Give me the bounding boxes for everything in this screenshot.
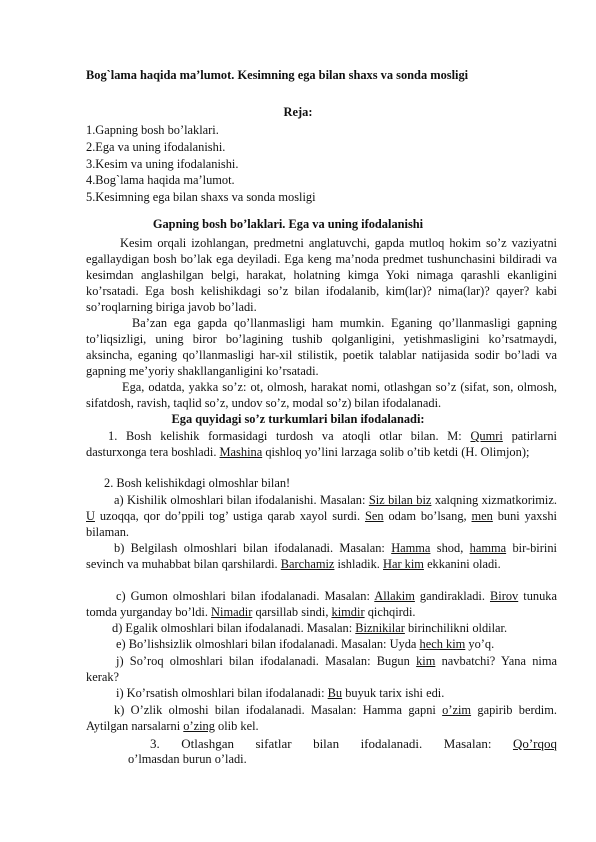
- plan-heading: Reja:: [283, 105, 313, 119]
- list-item: d) Egalik olmoshlari bilan ifodalanadi. Masalan: Biznikilar birinchilikni oldilar.: [112, 621, 508, 635]
- list-item: j) So’roq olmoshlari bilan ifodalanadi. Masalan: Bugun kim navbatchi? Yana nima kerak?: [86, 654, 557, 684]
- paragraph: Ba’zan ega gapda qo’llanmasligi ham mumkin. Eganing qo’llanmasligi gapning to’liqsizligi, uning biror bo’lagining tushib qolganligini, yetishmasligini ko’rsatmaydi, aksincha, eganing qo’llanmasligi har-xil stilistik, poetik talablar natijasida sodir bo’ladi va gapning me’yoriy shakllanganligini ko’rsatadi.: [86, 316, 557, 378]
- paragraph: Ega, odatda, yakka so’z: ot, olmosh, harakat nomi, otlashgan so’z (sifat, son, olmosh, sifatdosh, ravish, taqlid so’z, undov so’z, modal so’z) bilan ifodalanadi.: [86, 380, 557, 410]
- plan-item: 4.Bog`lama haqida ma’lumot.: [86, 173, 235, 187]
- plan-item: 1.Gapning bosh bo’laklari.: [86, 123, 219, 137]
- document-title: Bog`lama haqida ma’lumot. Kesimning ega bilan shaxs va sonda mosligi: [86, 68, 469, 82]
- plan-item: 5.Kesimning ega bilan shaxs va sonda mosligi: [86, 190, 316, 204]
- list-item: k) O’zlik olmoshi bilan ifodalanadi. Masalan: Hamma gapni o’zim gapirib berdim. Aytilgan narsalarni o’zing olib kel.: [86, 703, 557, 733]
- list-item: e) Bo’lishsizlik olmoshlari bilan ifodalanadi. Masalan: Uyda hech kim yo’q.: [116, 637, 495, 651]
- plan-item: 2.Ega va uning ifodalanishi.: [86, 140, 226, 154]
- list-item: i) Ko’rsatish olmoshlari bilan ifodalanadi: Bu buyuk tarix ishi edi.: [116, 686, 445, 700]
- section-heading: Ega quyidagi so’z turkumlari bilan ifodalanadi:: [171, 412, 425, 426]
- list-item: 3. Otlashgan sifatlar bilan ifodalanadi. Masalan: Qo’rqoq: [150, 736, 558, 751]
- list-item-continuation: o’lmasdan burun o’ladi.: [128, 752, 247, 766]
- list-item: c) Gumon olmoshlari bilan ifodalanadi. Masalan: Allakim gandirakladi. Birov tunuka tomda yurganday bo’ldi. Nimadir qarsillab sindi, kimdir qichqirdi.: [86, 589, 557, 619]
- list-item: b) Belgilash olmoshlari bilan ifodalanadi. Masalan: Hamma shod, hamma bir-birini sevinch va muhabbat bilan qarshilardi. Barchamiz ishladik. Har kim ekkanini oladi.: [86, 541, 557, 571]
- list-item: 2. Bosh kelishikdagi olmoshlar bilan!: [104, 476, 291, 490]
- section-heading: Gapning bosh bo’laklari. Ega va uning ifodalanishi: [152, 217, 424, 231]
- list-item: 1. Bosh kelishik formasidagi turdosh va atoqli otlar bilan. M: Qumri patirlarni dasturxonga tera boshladi. Mashina qishloq yo’lini larzaga solib o’tib ketdi (H. Olimjon);: [86, 429, 557, 459]
- paragraph: Kesim orqali izohlangan, predmetni anglatuvchi, gapda mutloq hokim so’z vaziyatni egallaydigan bosh bo’lak ega deyiladi. Ega keng ma’noda predmet tushunchasini bildiradi va kesimdan anglashilgan belgi, harakat, holatning kimga Yoki nimaga qarashli ekanligini ko’rsatadi. Ega bosh kelishikdagi so’z bilan ifodalanib, kim(lar)? nima(lar)? qayer? kabi so’roqlarning biriga javob bo’ladi.: [86, 236, 557, 314]
- plan-item: 3.Kesim va uning ifodalanishi.: [86, 157, 239, 171]
- list-item: a) Kishilik olmoshlari bilan ifodalanishi. Masalan: Siz bilan biz xalqning xizmatkorimiz. U uzoqqa, qor do’ppili tog’ ustiga qarab xayol surdi. Sen odam bo’lsang, men buni yaxshi bilaman.: [86, 493, 557, 539]
